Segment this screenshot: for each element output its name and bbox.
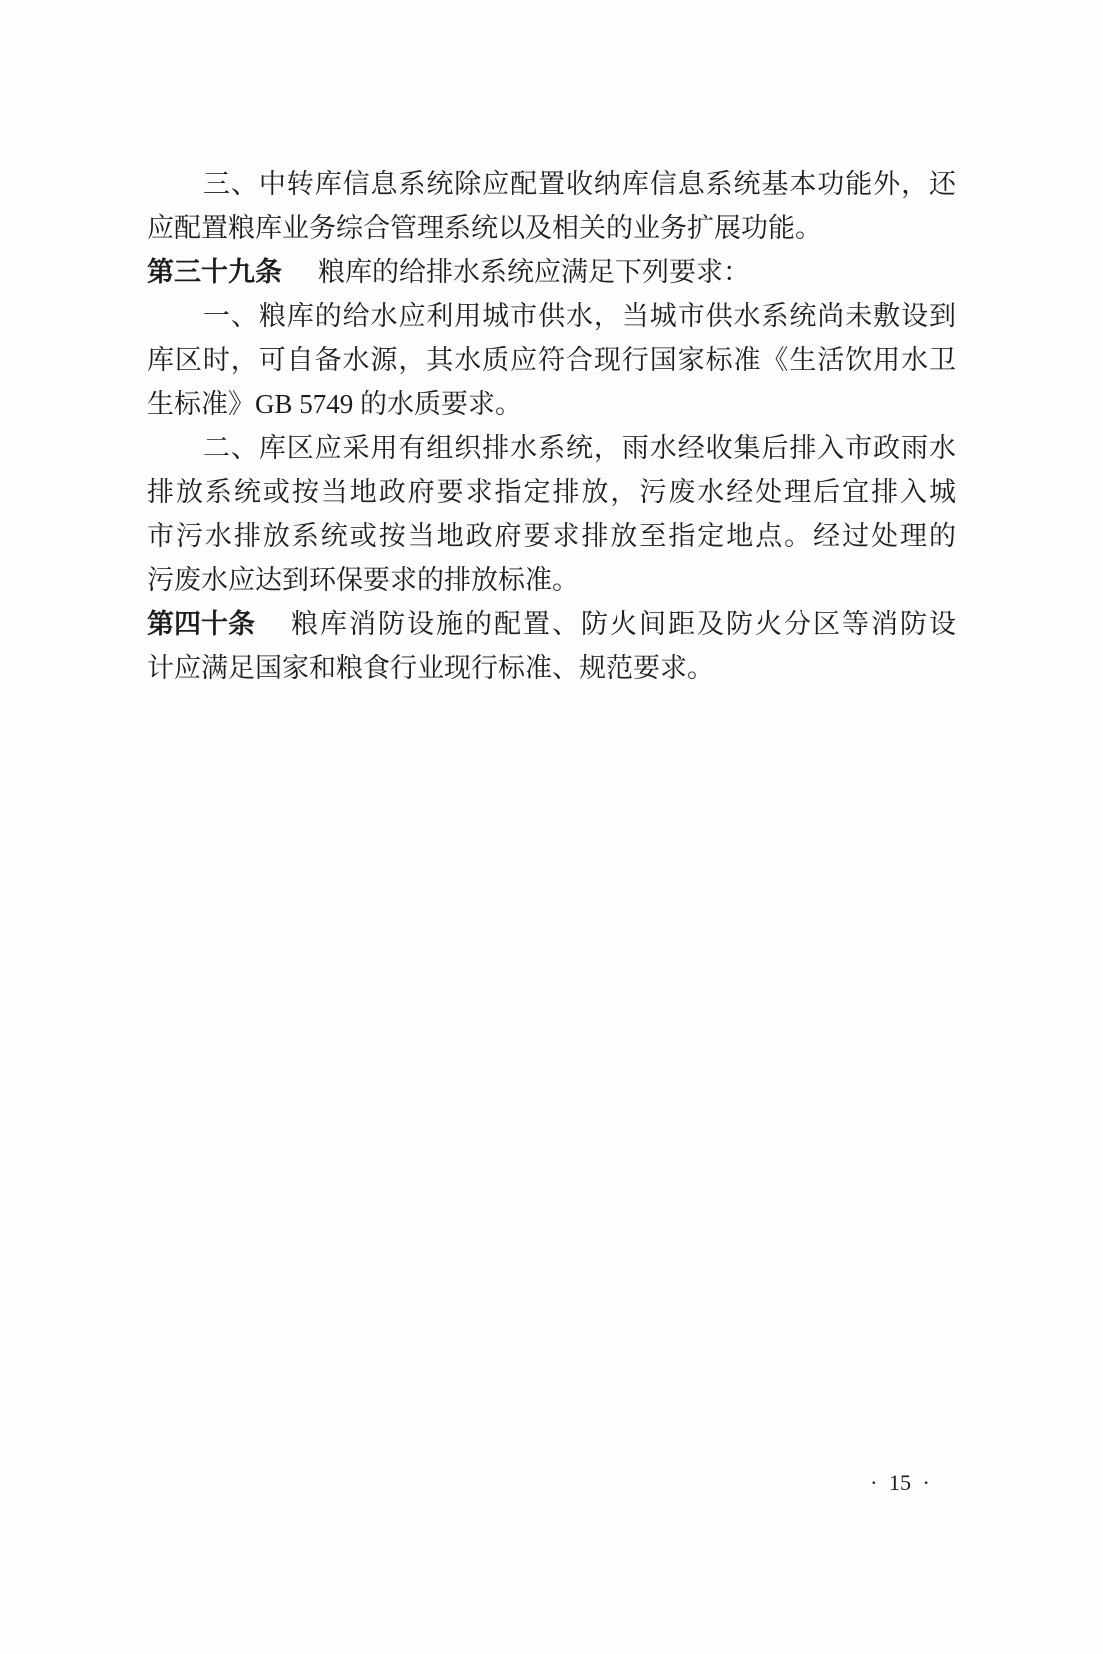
- body-text: [147, 162, 956, 690]
- text-line: 计应满足国家和粮食行业现行标准、规范要求。: [147, 653, 714, 683]
- text-line: 一、粮库的给水应利用城市供水，当城市供水系统尚未敷设到: [203, 301, 956, 331]
- article-number: 第四十条: [147, 609, 255, 640]
- text-line: 生标准》GB 5749 的水质要求。: [147, 389, 523, 419]
- article-40-paragraph: [147, 602, 956, 690]
- text-line: 应配置粮库业务综合管理系统以及相关的业务扩展功能。: [147, 213, 822, 243]
- article-heading-line: [147, 602, 956, 646]
- text-line: 库区时，可自备水源，其水质应符合现行国家标准《生活饮用水卫: [147, 345, 956, 375]
- text-line: 污废水应达到环保要求的排放标准。: [147, 565, 579, 595]
- article-number: 第三十九条: [147, 257, 282, 288]
- text-line: 排放系统或按当地政府要求指定排放，污废水经处理后宜排入城: [147, 477, 956, 507]
- text-line: 三、中转库信息系统除应配置收纳库信息系统基本功能外，还: [203, 169, 956, 199]
- article-heading-line: [147, 250, 956, 294]
- article-39-item-1: [147, 294, 956, 426]
- clause-3-paragraph: [147, 162, 956, 250]
- text-line: 粮库的给排水系统应满足下列要求：: [318, 257, 750, 287]
- text-line: 二、库区应采用有组织排水系统，雨水经收集后排入市政雨水: [203, 433, 956, 463]
- page-number: · 15 ·: [870, 1470, 930, 1495]
- text-line: 市污水排放系统或按当地政府要求排放至指定地点。经过处理的: [147, 521, 956, 551]
- article-39-item-2: [147, 426, 956, 602]
- text-line: 粮库消防设施的配置、防火间距及防火分区等消防设: [291, 609, 956, 639]
- article-39-paragraph: [147, 250, 956, 294]
